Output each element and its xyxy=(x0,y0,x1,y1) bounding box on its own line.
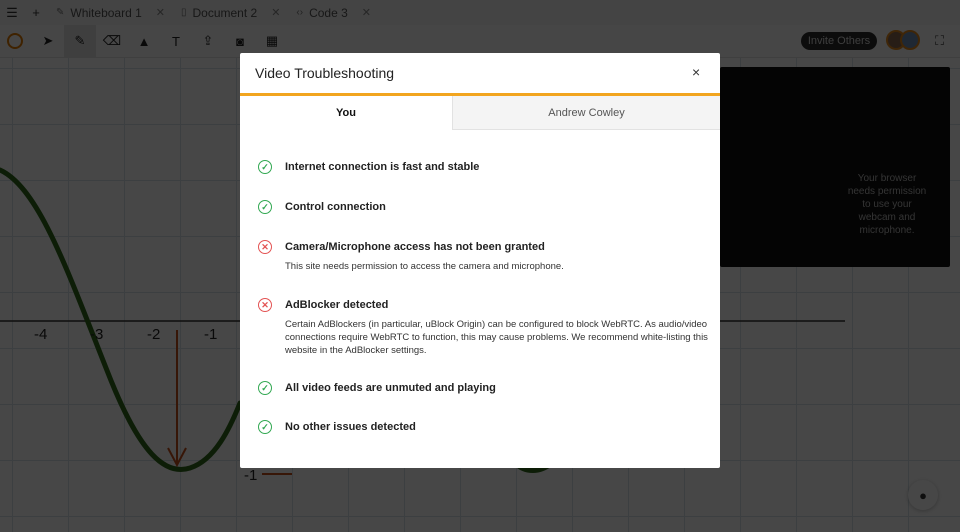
check-title: No other issues detected xyxy=(285,421,416,433)
check-description: Certain AdBlockers (in particular, uBlock Origin) can be configured to block WebRTC. As audio/video connections require WebRTC to function, this may cause problems. We recommend white-listing this website in the AdBlocker settings. xyxy=(285,319,708,356)
check-title: Camera/Microphone access has not been granted xyxy=(285,241,545,253)
dialog-tabs xyxy=(240,96,720,130)
tab-andrew-cowley[interactable]: Andrew Cowley xyxy=(452,96,720,130)
check-title: AdBlocker detected xyxy=(285,299,389,311)
close-icon[interactable]: × xyxy=(692,64,701,80)
tab-you[interactable]: You xyxy=(240,96,452,130)
dialog-title: Video Troubleshooting xyxy=(255,65,395,81)
check-circle-icon: ✓ xyxy=(258,381,272,395)
check-description: This site needs permission to access the camera and microphone. xyxy=(285,261,564,272)
check-circle-icon: ✓ xyxy=(258,420,272,434)
check-title: Control connection xyxy=(285,201,386,213)
check-title: All video feeds are unmuted and playing xyxy=(285,382,496,394)
video-troubleshooting-dialog xyxy=(240,53,720,468)
check-circle-icon: ✓ xyxy=(258,200,272,214)
check-circle-icon: ✓ xyxy=(258,160,272,174)
check-title: Internet connection is fast and stable xyxy=(285,161,480,173)
dialog-header xyxy=(240,53,720,96)
error-circle-icon: ✕ xyxy=(258,298,272,312)
error-circle-icon: ✕ xyxy=(258,240,272,254)
